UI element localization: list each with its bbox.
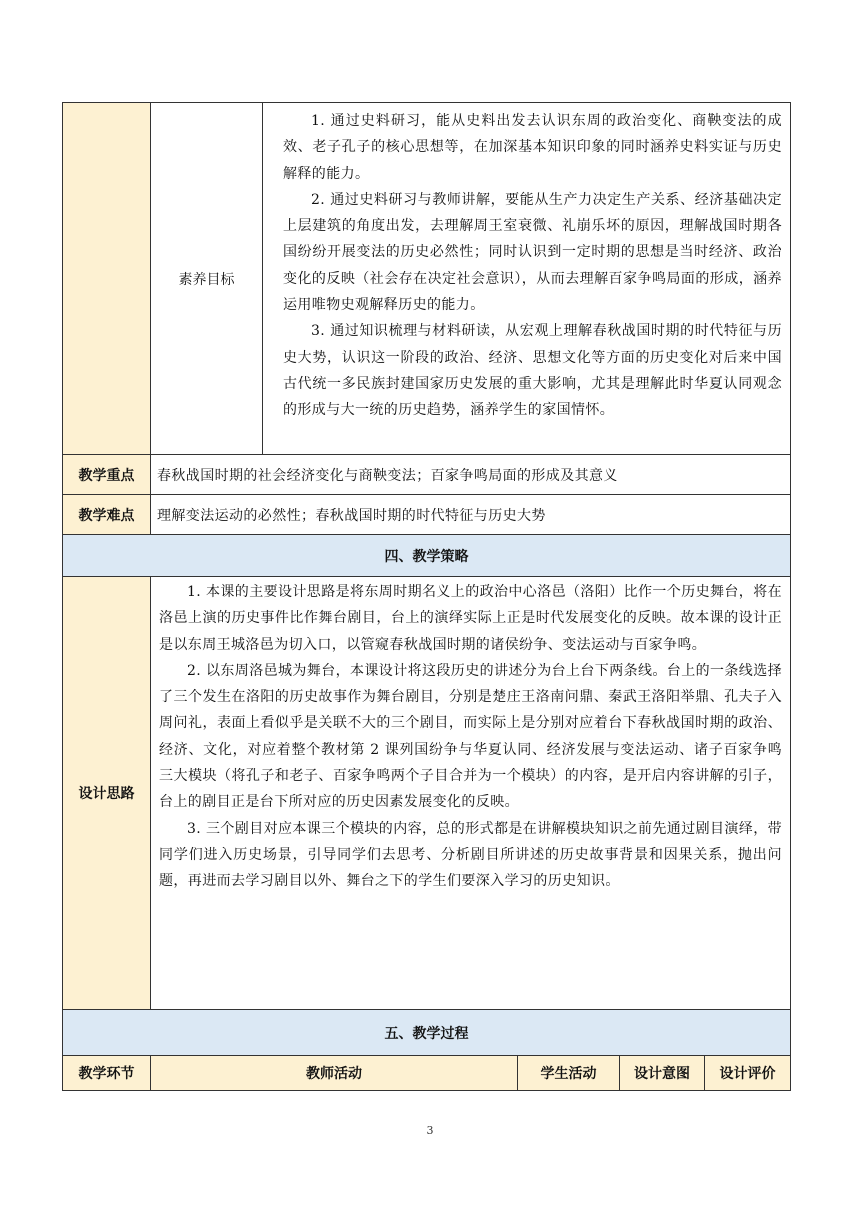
design-label: 设计思路 xyxy=(63,577,151,1010)
literacy-paragraph: 3. 通过知识梳理与材料研读，从宏观上理解春秋战国时期的时代特征与历史大势，认识这一阶段的政治、经济、思想文化等方面的历史变化对后来中国古代统一多民族封建国家历史发展的重大影响，尤其是理解此时华夏认同观念的形成与大一统的历史趋势，涵养学生的家国情怀。 xyxy=(283,323,783,419)
literacy-label: 素养目标 xyxy=(151,103,263,455)
difficulties-label: 教学难点 xyxy=(63,495,151,535)
process-header-row xyxy=(63,1056,791,1091)
difficulties-row xyxy=(63,495,791,535)
design-paragraph: 1. 本课的主要设计思路是将东周时期名义上的政治中心洛邑（洛阳）比作一个历史舞台，将在洛邑上演的历史事件比作舞台剧目，台上的演绎实际上正是时代发展变化的反映。故本课的设计正是以东周王城洛邑为切入口，以管窥春秋战国时期的诸侯纷争、变法运动与百家争鸣。 xyxy=(159,584,783,653)
section5-title: 五、教学过程 xyxy=(63,1010,791,1056)
literacy-blank-cell xyxy=(63,103,151,455)
design-paragraph: 2. 以东周洛邑城为舞台，本课设计将这段历史的讲述分为台上台下两条线。台上的一条线选择了三个发生在洛阳的历史故事作为舞台剧目，分别是楚庄王洛南问鼎、秦武王洛阳举鼎、孔夫子入周问礼，表面上看似乎是关联不大的三个剧目，而实际上是分别对应着台下春秋战国时期的政治、经济、文化，对应着整个教材第 2 课列国纷争与华夏认同、经济发展与变法运动、诸子百家争鸣三大模块（将孔子和老子、百家争鸣两个子目合并为一个模块）的内容，是开启内容讲解的引子，台上的剧目正是台下所对应的历史因素发展变化的反映。 xyxy=(159,662,783,811)
difficulties-text: 理解变法运动的必然性；春秋战国时期的时代特征与历史大势 xyxy=(151,495,791,535)
literacy-paragraph: 1. 通过史料研习，能从史料出发去认识东周的政治变化、商鞅变法的成效、老子孔子的核心思想等，在加深基本知识印象的同时涵养史料实证与历史解释的能力。 xyxy=(283,113,783,182)
section4-title: 四、教学策略 xyxy=(63,535,791,577)
process-header-stage: 教学环节 xyxy=(63,1056,151,1091)
key-points-label: 教学重点 xyxy=(63,455,151,495)
design-content xyxy=(151,577,791,1010)
page-number: 3 xyxy=(426,1124,434,1137)
process-header-student: 学生活动 xyxy=(518,1056,620,1091)
process-header-teacher: 教师活动 xyxy=(151,1056,518,1091)
process-header-evaluation: 设计评价 xyxy=(705,1056,791,1091)
design-row xyxy=(63,577,791,1010)
lesson-plan-table xyxy=(62,102,791,1091)
key-points-text: 春秋战国时期的社会经济变化与商鞅变法；百家争鸣局面的形成及其意义 xyxy=(151,455,791,495)
literacy-content xyxy=(263,103,791,455)
literacy-paragraph: 2. 通过史料研习与教师讲解，要能从生产力决定生产关系、经济基础决定上层建筑的角度出发，去理解周王室衰微、礼崩乐坏的原因，理解战国时期各国纷纷开展变法的历史必然性；同时认识到一定时期的思想是当时经济、政治变化的反映（社会存在决定社会意识），从而去理解百家争鸣局面的形成，涵养运用唯物史观解释历史的能力。 xyxy=(283,191,783,314)
key-points-row xyxy=(63,455,791,495)
process-header-intent: 设计意图 xyxy=(620,1056,705,1091)
literacy-row xyxy=(63,103,791,455)
design-paragraph: 3. 三个剧目对应本课三个模块的内容，总的形式都是在讲解模块知识之前先通过剧目演绎，带同学们进入历史场景，引导同学们去思考、分析剧目所讲述的历史故事背景和因果关系，抛出问题，再进而去学习剧目以外、舞台之下的学生们要深入学习的历史知识。 xyxy=(159,820,783,890)
section5-header-row xyxy=(63,1010,791,1056)
section4-header-row xyxy=(63,535,791,577)
